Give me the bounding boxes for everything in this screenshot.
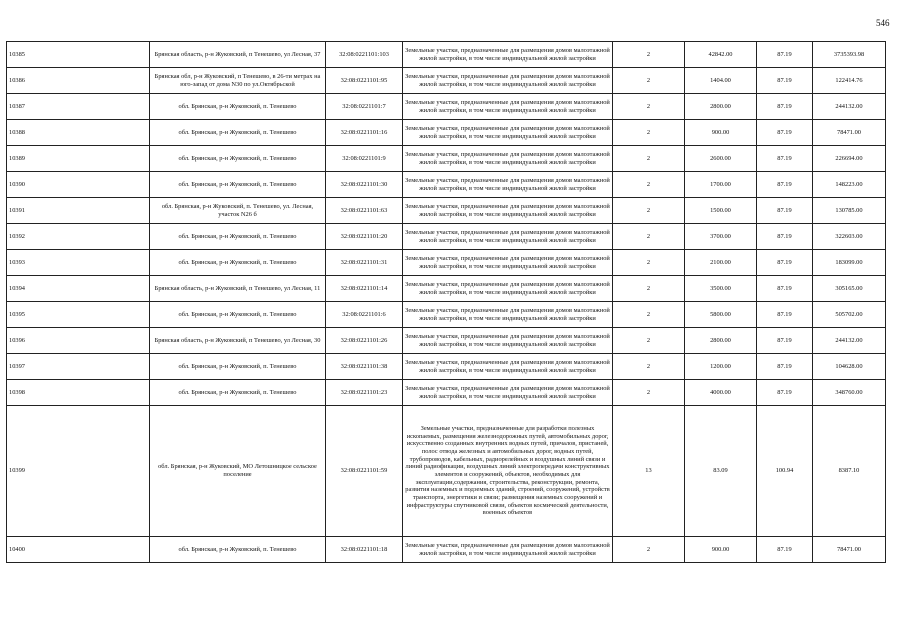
cadastral-value-cell: 322603.00 — [813, 224, 886, 250]
cadastral-number-cell: 32:08:0221101:59 — [326, 406, 403, 537]
group-cell: 2 — [613, 354, 685, 380]
area-cell: 2800.00 — [685, 94, 757, 120]
table-row — [7, 354, 886, 380]
row-number: 10395 — [7, 302, 150, 328]
land-use-category-cell: Земельные участки, предназначенные для размещения домов малоэтажной жилой застройки, в том числе индивидуальной жилой застройки — [403, 68, 613, 94]
area-cell: 1700.00 — [685, 172, 757, 198]
specific-value-cell: 87.19 — [757, 250, 813, 276]
cadastral-number-cell: 32:08:0221101:103 — [326, 42, 403, 68]
cadastral-number-cell: 32:08:0221101:30 — [326, 172, 403, 198]
cadastral-value-cell: 148223.00 — [813, 172, 886, 198]
cadastral-value-cell: 104628.00 — [813, 354, 886, 380]
cadastral-number-cell: 32:08:0221101:20 — [326, 224, 403, 250]
cadastral-number-cell: 32:08:0221101:38 — [326, 354, 403, 380]
group-cell: 2 — [613, 302, 685, 328]
table-row — [7, 198, 886, 224]
specific-value-cell: 87.19 — [757, 94, 813, 120]
cadastral-value-cell: 3735393.98 — [813, 42, 886, 68]
table-row — [7, 42, 886, 68]
land-use-category-cell: Земельные участки, предназначенные для размещения домов малоэтажной жилой застройки, в том числе индивидуальной жилой застройки — [403, 224, 613, 250]
cadastral-number-cell: 32:08:0221101:63 — [326, 198, 403, 224]
group-cell: 2 — [613, 42, 685, 68]
area-cell: 3500.00 — [685, 276, 757, 302]
address-cell: обл. Брянская, р-н Жуковский, п. Тенешево — [150, 172, 326, 198]
land-use-category-cell: Земельные участки, предназначенные для размещения домов малоэтажной жилой застройки, в том числе индивидуальной жилой застройки — [403, 42, 613, 68]
group-cell: 2 — [613, 276, 685, 302]
address-cell: обл. Брянская, р-н Жуковский, МО Летошницкое сельское поселение — [150, 406, 326, 537]
group-cell: 2 — [613, 224, 685, 250]
row-number: 10392 — [7, 224, 150, 250]
table-row — [7, 406, 886, 537]
table-row — [7, 250, 886, 276]
cadastral-value-cell: 130785.00 — [813, 198, 886, 224]
land-use-category-cell: Земельные участки, предназначенные для размещения домов малоэтажной жилой застройки, в том числе индивидуальной жилой застройки — [403, 94, 613, 120]
group-cell: 13 — [613, 406, 685, 537]
area-cell: 900.00 — [685, 537, 757, 563]
area-cell: 2600.00 — [685, 146, 757, 172]
row-number: 10388 — [7, 120, 150, 146]
area-cell: 2100.00 — [685, 250, 757, 276]
cadastral-value-cell: 305165.00 — [813, 276, 886, 302]
specific-value-cell: 87.19 — [757, 328, 813, 354]
land-use-category-cell: Земельные участки, предназначенные для размещения домов малоэтажной жилой застройки, в том числе индивидуальной жилой застройки — [403, 198, 613, 224]
cadastral-value-cell: 122414.76 — [813, 68, 886, 94]
table-row — [7, 172, 886, 198]
land-use-category-cell: Земельные участки, предназначенные для размещения домов малоэтажной жилой застройки, в том числе индивидуальной жилой застройки — [403, 328, 613, 354]
table-row — [7, 302, 886, 328]
address-cell: обл. Брянская, р-н Жуковский, п. Тенешево — [150, 146, 326, 172]
area-cell: 1200.00 — [685, 354, 757, 380]
group-cell: 2 — [613, 250, 685, 276]
area-cell: 900.00 — [685, 120, 757, 146]
area-cell: 1500.00 — [685, 198, 757, 224]
specific-value-cell: 87.19 — [757, 224, 813, 250]
row-number: 10385 — [7, 42, 150, 68]
land-use-category-cell: Земельные участки, предназначенные для разработки полезных ископаемых, размещения железнодорожных путей, автомобильных дорог, искусственно созданных внутренних водных путей, причалов, пристаней, полос отвода железных и автомобильных дорог, водных путей, трубопроводов, кабельных, радиорелейных и воздушных линий связи и линий радиофикации, воздушных линий электропередачи конструктивных элементов и сооружений, объектов, необходимых для эксплуатации,содержания, строительства, реконструкции, ремонта, развития наземных и подземных зданий, строений, сооружений, устройств транспорта, энергетики и связи; размещения наземных сооружений и инфраструктуры спутниковой связи, объектов космической деятельности, военных объектов — [403, 406, 613, 537]
cadastral-value-cell: 78471.00 — [813, 537, 886, 563]
cadastral-value-cell: 78471.00 — [813, 120, 886, 146]
row-number: 10389 — [7, 146, 150, 172]
cadastral-value-cell: 505702.00 — [813, 302, 886, 328]
land-use-category-cell: Земельные участки, предназначенные для размещения домов малоэтажной жилой застройки, в том числе индивидуальной жилой застройки — [403, 302, 613, 328]
cadastral-value-cell: 244132.00 — [813, 328, 886, 354]
cadastral-number-cell: 32:08:0221101:95 — [326, 68, 403, 94]
page-number: 546 — [876, 18, 890, 28]
table-row — [7, 537, 886, 563]
specific-value-cell: 100.94 — [757, 406, 813, 537]
address-cell: Брянская область, р-н Жуковский, п Тенешево, ул Лесная, 30 — [150, 328, 326, 354]
cadastral-value-table — [6, 41, 886, 563]
land-use-category-cell: Земельные участки, предназначенные для размещения домов малоэтажной жилой застройки, в том числе индивидуальной жилой застройки — [403, 250, 613, 276]
cadastral-number-cell: 32:08:0221101:18 — [326, 537, 403, 563]
table-row — [7, 328, 886, 354]
specific-value-cell: 87.19 — [757, 537, 813, 563]
table-row — [7, 380, 886, 406]
cadastral-value-cell: 183099.00 — [813, 250, 886, 276]
address-cell: обл. Брянская, р-н Жуковский, п. Тенешево — [150, 380, 326, 406]
cadastral-number-cell: 32:08:0221101:31 — [326, 250, 403, 276]
area-cell: 83.09 — [685, 406, 757, 537]
table-row — [7, 224, 886, 250]
area-cell: 4000.00 — [685, 380, 757, 406]
address-cell: обл. Брянская, р-н Жуковский, п. Тенешево — [150, 302, 326, 328]
row-number: 10390 — [7, 172, 150, 198]
cadastral-number-cell: 32:08:0221101:7 — [326, 94, 403, 120]
specific-value-cell: 87.19 — [757, 276, 813, 302]
area-cell: 3700.00 — [685, 224, 757, 250]
group-cell: 2 — [613, 328, 685, 354]
group-cell: 2 — [613, 120, 685, 146]
address-cell: обл. Брянская, р-н Жуковский, п. Тенешево — [150, 224, 326, 250]
address-cell: обл. Брянская, р-н Жуковский, п. Тенешево — [150, 354, 326, 380]
land-use-category-cell: Земельные участки, предназначенные для размещения домов малоэтажной жилой застройки, в том числе индивидуальной жилой застройки — [403, 172, 613, 198]
table-row — [7, 276, 886, 302]
area-cell: 42842.00 — [685, 42, 757, 68]
group-cell: 2 — [613, 94, 685, 120]
row-number: 10393 — [7, 250, 150, 276]
land-use-category-cell: Земельные участки, предназначенные для размещения домов малоэтажной жилой застройки, в том числе индивидуальной жилой застройки — [403, 146, 613, 172]
address-cell: обл. Брянская, р-н Жуковский, п. Тенешево — [150, 537, 326, 563]
row-number: 10386 — [7, 68, 150, 94]
cadastral-value-cell: 244132.00 — [813, 94, 886, 120]
specific-value-cell: 87.19 — [757, 198, 813, 224]
row-number: 10400 — [7, 537, 150, 563]
area-cell: 5800.00 — [685, 302, 757, 328]
table-row — [7, 68, 886, 94]
row-number: 10387 — [7, 94, 150, 120]
cadastral-number-cell: 32:08:0221101:23 — [326, 380, 403, 406]
address-cell: Брянская обл, р-н Жуковский, п Тенешево, в 26-ти метрах на юго-запад от дома N30 по ул.Октябрьской — [150, 68, 326, 94]
group-cell: 2 — [613, 68, 685, 94]
row-number: 10399 — [7, 406, 150, 537]
row-number: 10396 — [7, 328, 150, 354]
land-use-category-cell: Земельные участки, предназначенные для размещения домов малоэтажной жилой застройки, в том числе индивидуальной жилой застройки — [403, 120, 613, 146]
group-cell: 2 — [613, 172, 685, 198]
land-use-category-cell: Земельные участки, предназначенные для размещения домов малоэтажной жилой застройки, в том числе индивидуальной жилой застройки — [403, 276, 613, 302]
address-cell: обл. Брянская, р-н Жуковский, п. Тенешево, ул. Лесная, участок N26 б — [150, 198, 326, 224]
row-number: 10397 — [7, 354, 150, 380]
cadastral-value-cell: 226694.00 — [813, 146, 886, 172]
address-cell: обл. Брянская, р-н Жуковский, п. Тенешево — [150, 120, 326, 146]
area-cell: 2800.00 — [685, 328, 757, 354]
specific-value-cell: 87.19 — [757, 302, 813, 328]
address-cell: обл. Брянская, р-н Жуковский, п. Тенешево — [150, 250, 326, 276]
table-body — [7, 42, 886, 563]
cadastral-number-cell: 32:08:0221101:26 — [326, 328, 403, 354]
land-use-category-cell: Земельные участки, предназначенные для размещения домов малоэтажной жилой застройки, в том числе индивидуальной жилой застройки — [403, 354, 613, 380]
table-row — [7, 94, 886, 120]
cadastral-number-cell: 32:08:0221101:16 — [326, 120, 403, 146]
table-row — [7, 146, 886, 172]
group-cell: 2 — [613, 198, 685, 224]
specific-value-cell: 87.19 — [757, 42, 813, 68]
row-number: 10391 — [7, 198, 150, 224]
cadastral-value-cell: 348760.00 — [813, 380, 886, 406]
cadastral-number-cell: 32:08:0221101:9 — [326, 146, 403, 172]
land-use-category-cell: Земельные участки, предназначенные для размещения домов малоэтажной жилой застройки, в том числе индивидуальной жилой застройки — [403, 537, 613, 563]
address-cell: Брянская область, р-н Жуковский, п Тенешево, ул Лесная, 11 — [150, 276, 326, 302]
specific-value-cell: 87.19 — [757, 172, 813, 198]
row-number: 10398 — [7, 380, 150, 406]
cadastral-number-cell: 32:08:0221101:14 — [326, 276, 403, 302]
cadastral-value-cell: 8387.10 — [813, 406, 886, 537]
specific-value-cell: 87.19 — [757, 120, 813, 146]
group-cell: 2 — [613, 146, 685, 172]
group-cell: 2 — [613, 380, 685, 406]
specific-value-cell: 87.19 — [757, 354, 813, 380]
address-cell: Брянская область, р-н Жуковский, п Тенешево, ул Лесная, 37 — [150, 42, 326, 68]
row-number: 10394 — [7, 276, 150, 302]
address-cell: обл. Брянская, р-н Жуковский, п. Тенешево — [150, 94, 326, 120]
cadastral-number-cell: 32:08:0221101:6 — [326, 302, 403, 328]
specific-value-cell: 87.19 — [757, 146, 813, 172]
table-row — [7, 120, 886, 146]
land-use-category-cell: Земельные участки, предназначенные для размещения домов малоэтажной жилой застройки, в том числе индивидуальной жилой застройки — [403, 380, 613, 406]
specific-value-cell: 87.19 — [757, 380, 813, 406]
group-cell: 2 — [613, 537, 685, 563]
area-cell: 1404.00 — [685, 68, 757, 94]
specific-value-cell: 87.19 — [757, 68, 813, 94]
